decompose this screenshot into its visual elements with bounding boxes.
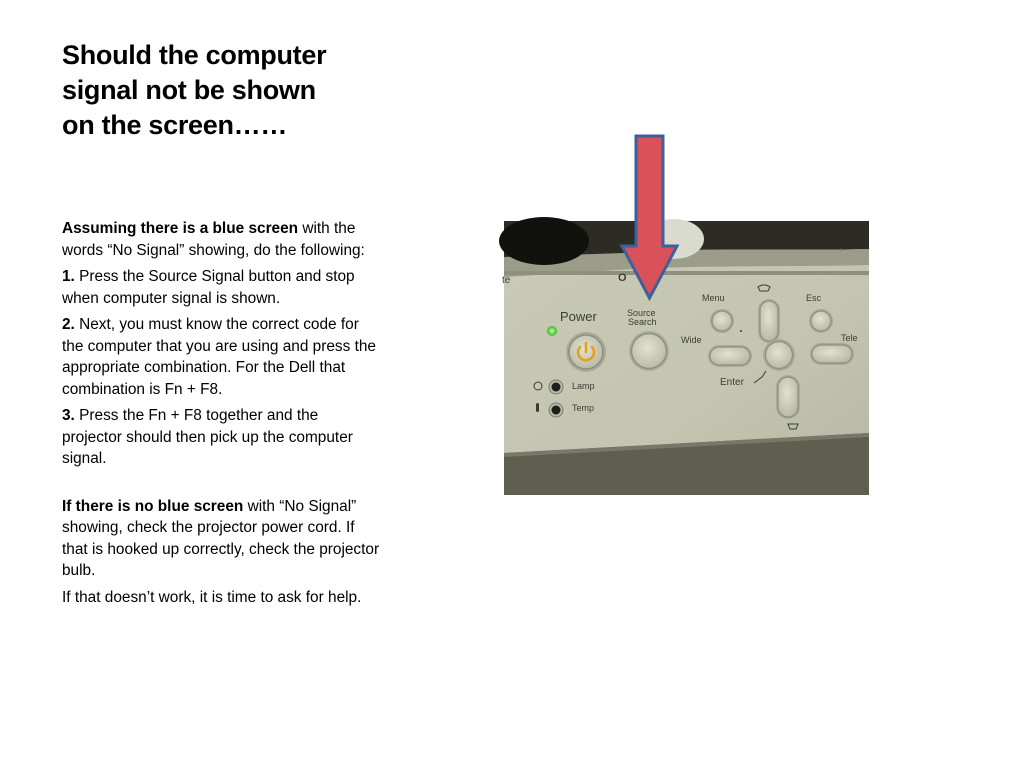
ask-for-help-paragraph: If that doesn’t work, it is time to ask for help. bbox=[62, 588, 362, 606]
step-2-number: 2. bbox=[62, 316, 75, 333]
wide-button bbox=[708, 345, 752, 367]
step-1-text: Press the Source Signal button and stop when computer signal is shown. bbox=[62, 268, 355, 307]
intro-bold: Assuming there is a blue screen bbox=[62, 220, 299, 237]
power-label: Power bbox=[560, 309, 597, 324]
menu-label: Menu bbox=[702, 293, 725, 303]
esc-button bbox=[809, 309, 833, 333]
temp-label: Temp bbox=[572, 403, 595, 413]
step-3 bbox=[62, 405, 382, 470]
intro-text: with the words “No Signal” showing, do the following: bbox=[62, 220, 365, 259]
step-2-text: Next, you must know the correct code for the computer that you are using and press the appropriate combination. For the Dell that combination is Fn + F8. bbox=[62, 316, 376, 398]
edge-label: te bbox=[502, 275, 511, 286]
slide-title bbox=[62, 38, 382, 143]
step-1-number: 1. bbox=[62, 268, 75, 285]
source-search-button bbox=[629, 331, 669, 371]
no-blue-screen-paragraph bbox=[62, 496, 382, 582]
title-line: on the screen…… bbox=[62, 110, 288, 140]
up-button bbox=[758, 299, 780, 343]
step-3-number: 3. bbox=[62, 407, 75, 424]
source-search-label: Search bbox=[628, 317, 657, 327]
title-line: Should the computer bbox=[62, 40, 327, 70]
tele-label: Tele bbox=[841, 333, 858, 343]
step-1 bbox=[62, 266, 382, 309]
enter-button bbox=[763, 339, 795, 371]
down-arrow-icon bbox=[618, 134, 690, 302]
intro-paragraph bbox=[62, 218, 382, 261]
thermometer-icon bbox=[536, 403, 539, 412]
source-search-label: Source bbox=[627, 308, 656, 318]
title-line: signal not be shown bbox=[62, 75, 316, 105]
menu-button bbox=[710, 309, 734, 333]
power-button bbox=[566, 332, 606, 372]
enter-label: Enter bbox=[720, 377, 744, 388]
power-led-icon bbox=[547, 326, 557, 336]
no-blue-screen-text: with “No Signal” showing, check the projector power cord. If that is hooked up correctly, check the projector bulb. bbox=[62, 497, 380, 579]
edge-label: O bbox=[618, 272, 627, 284]
slide-body bbox=[62, 218, 382, 613]
lamp-label: Lamp bbox=[572, 381, 595, 391]
step-2 bbox=[62, 314, 382, 400]
step-3-text: Press the Fn + F8 together and the projector should then pick up the computer signal. bbox=[62, 407, 353, 467]
esc-label: Esc bbox=[806, 293, 822, 303]
no-blue-screen-bold: If there is no blue screen bbox=[62, 497, 244, 515]
tele-button bbox=[810, 343, 854, 365]
wide-label: Wide bbox=[681, 335, 702, 345]
down-button bbox=[776, 375, 800, 419]
